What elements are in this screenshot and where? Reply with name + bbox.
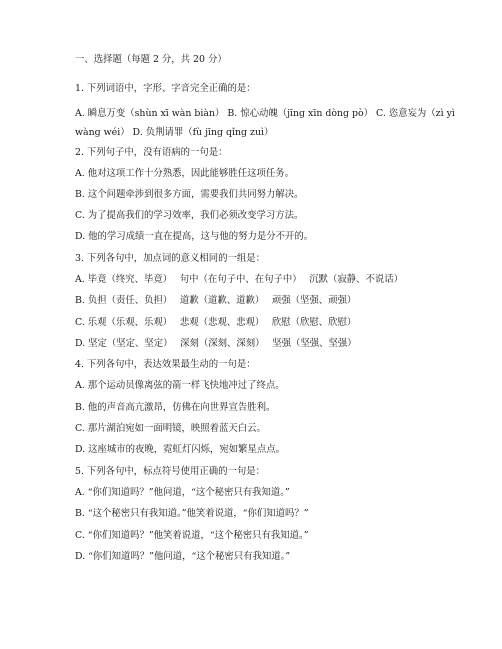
- question-1-stem: 1. 下列词语中，字形、字音完全正确的是：: [75, 83, 256, 94]
- question-2-option-b: B. 这个问题牵涉到很多方面，需要我们共同努力解决。: [75, 189, 304, 200]
- question-4-option-d: D. 这座城市的夜晚，霓虹灯闪烁，宛如繁星点点。: [75, 444, 286, 455]
- question-5-stem: 5. 下列各句中，标点符号使用正确的一句是：: [75, 466, 266, 477]
- question-5-option-a: A. “你们知道吗？”他问道，“这个秘密只有我知道。”: [75, 487, 290, 498]
- question-2-option-a: A. 他对这项工作十分熟悉，因此能够胜任这项任务。: [75, 168, 294, 179]
- question-4-option-b: B. 他的声音高亢激昂，仿佛在向世界宣告胜利。: [75, 402, 276, 413]
- question-5-option-c: C. “你们知道吗？”他笑着说道，“这个秘密只有我知道。”: [75, 530, 309, 541]
- question-5-option-d: D. “你们知道吗？”他问道，“这个秘密只有我知道。”: [75, 551, 291, 562]
- question-1-options: A. 瞬息万变（shùn xī wàn biàn） B. 惊心动魄（jīng xīn dòng pò） C. 恣意妄为（zì yì wàng wéi） D. 负荆请罪（fù jīng qǐng zuì）: [75, 108, 455, 138]
- question-3-option-d: D. 坚定（坚定、坚定） 深刻（深刻、深刻） 坚强（坚强、坚强）: [75, 338, 357, 349]
- section-title: 一、选择题（每题 2 分，共 20 分）: [75, 54, 227, 65]
- question-4-option-c: C. 那片湖泊宛如一面明镜，映照着蓝天白云。: [75, 423, 266, 434]
- question-4-stem: 4. 下列各句中，表达效果最生动的一句是：: [75, 359, 256, 370]
- question-2-option-d: D. 他的学习成绩一直在提高，这与他的努力是分不开的。: [75, 231, 314, 242]
- question-3-stem: 3. 下列各句中，加点词的意义相同的一组是：: [75, 253, 266, 264]
- question-5-option-b: B. “这个秘密只有我知道。”他笑着说道，“你们知道吗？”: [75, 508, 309, 519]
- question-3-option-c: C. 乐观（乐观、乐观） 悲观（悲观、悲观） 欣慰（欣慰、欣慰）: [75, 317, 357, 328]
- question-3-option-a: A. 毕竟（终究、毕竟） 句中（在句子中、在句子中） 沉默（寂静、不说话）: [75, 274, 404, 285]
- question-2-option-c: C. 为了提高我们的学习效率，我们必须改变学习方法。: [75, 210, 304, 221]
- question-4-option-a: A. 那个运动员像离弦的箭一样飞快地冲过了终点。: [75, 380, 285, 391]
- question-3-option-b: B. 负担（责任、负担） 道歉（道歉、道歉） 顽强（坚强、顽强）: [75, 295, 357, 306]
- question-2-stem: 2. 下列句子中，没有语病的一句是：: [75, 147, 228, 158]
